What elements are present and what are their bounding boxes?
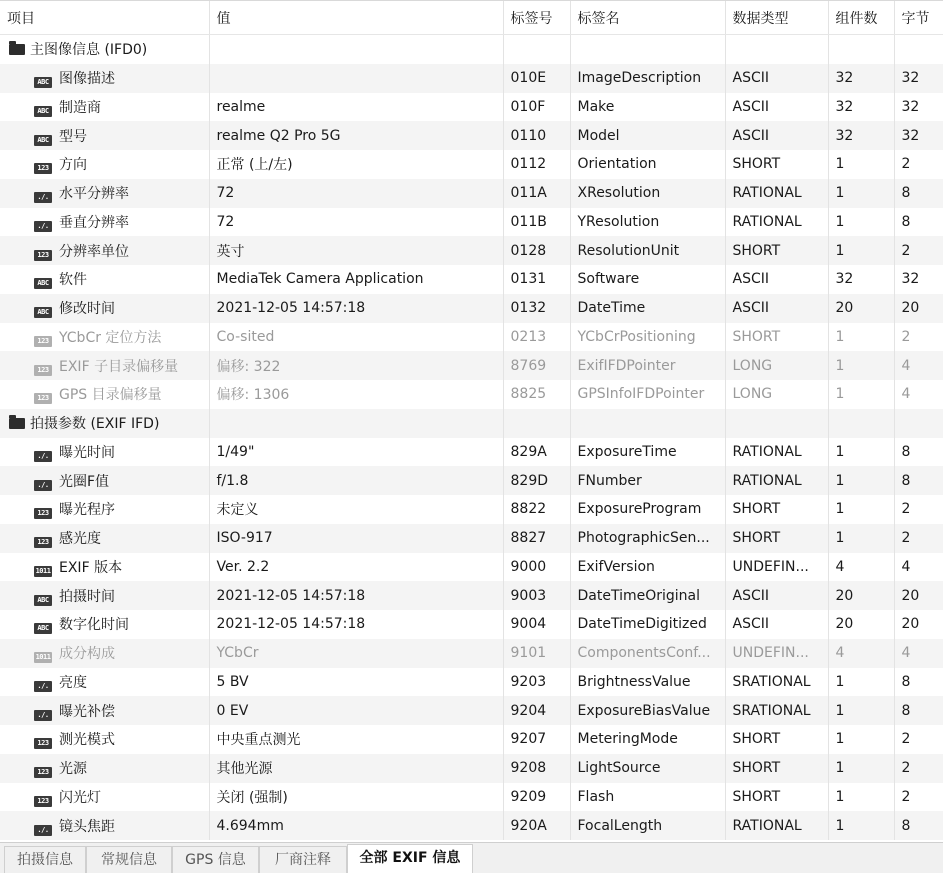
item-name: GPS 目录偏移量 — [59, 387, 162, 404]
column-header-value[interactable]: 值 — [209, 1, 503, 35]
tab-maker-notes[interactable]: 厂商注释 — [259, 846, 347, 873]
value-cell: MediaTek Camera Application — [209, 265, 503, 294]
item-name-cell — [0, 466, 209, 495]
component-count-cell: 1 — [828, 323, 894, 352]
column-header-bytes[interactable]: 字节 — [894, 1, 943, 35]
item-name-cell — [0, 495, 209, 524]
tab-shooting-info[interactable]: 拍摄信息 — [4, 846, 86, 873]
text-type-icon: ABC — [34, 77, 52, 88]
tag-name-cell: DateTimeDigitized — [570, 610, 725, 639]
data-type-cell: SHORT — [725, 725, 828, 754]
text-type-icon: ABC — [34, 595, 52, 606]
tag-number-cell: 011A — [503, 179, 570, 208]
data-type-cell: RATIONAL — [725, 179, 828, 208]
group-title: 主图像信息 (IFD0) — [30, 42, 148, 59]
group-name-cell — [0, 409, 209, 438]
item-name-cell — [0, 610, 209, 639]
component-count-cell: 32 — [828, 93, 894, 122]
group-row[interactable] — [0, 35, 943, 64]
data-type-cell: RATIONAL — [725, 208, 828, 237]
data-type-cell: SRATIONAL — [725, 696, 828, 725]
item-name-cell — [0, 93, 209, 122]
value-cell: 偏移: 1306 — [209, 380, 503, 409]
table-row[interactable] — [0, 581, 943, 610]
value-cell: f/1.8 — [209, 466, 503, 495]
item-name-cell — [0, 696, 209, 725]
tag-name-cell: Flash — [570, 783, 725, 812]
table-row[interactable] — [0, 208, 943, 237]
tag-number-cell: 0110 — [503, 121, 570, 150]
table-row[interactable] — [0, 553, 943, 582]
data-type-cell: SHORT — [725, 495, 828, 524]
number-type-icon: 123 — [34, 393, 52, 404]
item-name-cell — [0, 294, 209, 323]
bytes-cell: 2 — [894, 150, 943, 179]
bytes-cell: 32 — [894, 93, 943, 122]
tag-number-cell: 829D — [503, 466, 570, 495]
value-cell: 0 EV — [209, 696, 503, 725]
data-type-cell: LONG — [725, 351, 828, 380]
tag-name-cell: PhotographicSen... — [570, 524, 725, 553]
tag-name-cell: XResolution — [570, 179, 725, 208]
text-type-icon: ABC — [34, 106, 52, 117]
tag-number-cell: 0128 — [503, 236, 570, 265]
item-name-cell — [0, 179, 209, 208]
data-type-cell: RATIONAL — [725, 438, 828, 467]
item-name: 图像描述 — [59, 71, 115, 88]
tag-name-cell: BrightnessValue — [570, 668, 725, 697]
bytes-cell: 32 — [894, 121, 943, 150]
tag-number-cell: 9204 — [503, 696, 570, 725]
component-count-cell: 4 — [828, 639, 894, 668]
empty-cell — [894, 35, 943, 64]
bytes-cell: 2 — [894, 323, 943, 352]
tag-name-cell: ExposureBiasValue — [570, 696, 725, 725]
value-cell: 2021-12-05 14:57:18 — [209, 581, 503, 610]
item-name: 镜头焦距 — [59, 818, 115, 835]
bytes-cell: 2 — [894, 524, 943, 553]
item-name-cell — [0, 553, 209, 582]
bytes-cell: 8 — [894, 179, 943, 208]
component-count-cell: 1 — [828, 783, 894, 812]
tag-number-cell: 8825 — [503, 380, 570, 409]
tag-name-cell: ExifIFDPointer — [570, 351, 725, 380]
table-row[interactable] — [0, 639, 943, 668]
component-count-cell: 1 — [828, 668, 894, 697]
column-header-data-type[interactable]: 数据类型 — [725, 1, 828, 35]
rational-type-icon: ./. — [34, 825, 52, 836]
item-name: 曝光程序 — [59, 502, 115, 519]
item-name: 型号 — [59, 128, 87, 145]
value-cell: 4.694mm — [209, 811, 503, 840]
tag-name-cell: Software — [570, 265, 725, 294]
tag-number-cell: 0112 — [503, 150, 570, 179]
number-type-icon: 123 — [34, 767, 52, 778]
item-name: 成分构成 — [59, 646, 115, 663]
tag-number-cell: 010F — [503, 93, 570, 122]
item-name-cell — [0, 639, 209, 668]
text-type-icon: ABC — [34, 623, 52, 634]
tag-name-cell: YCbCrPositioning — [570, 323, 725, 352]
tag-number-cell: 9207 — [503, 725, 570, 754]
item-name: EXIF 版本 — [59, 559, 123, 576]
value-cell: 5 BV — [209, 668, 503, 697]
tag-number-cell: 011B — [503, 208, 570, 237]
tag-name-cell: ExposureProgram — [570, 495, 725, 524]
item-name: 测光模式 — [59, 732, 115, 749]
table-row[interactable] — [0, 179, 943, 208]
tag-name-cell: YResolution — [570, 208, 725, 237]
value-cell: 正常 (上/左) — [209, 150, 503, 179]
component-count-cell: 32 — [828, 64, 894, 93]
tab-gps-info[interactable]: GPS 信息 — [172, 846, 259, 873]
table-row[interactable] — [0, 236, 943, 265]
item-name: 感光度 — [59, 531, 101, 548]
data-type-cell: ASCII — [725, 610, 828, 639]
item-name-cell — [0, 351, 209, 380]
bytes-cell: 8 — [894, 208, 943, 237]
value-cell: 中央重点测光 — [209, 725, 503, 754]
tag-name-cell: GPSInfoIFDPointer — [570, 380, 725, 409]
data-type-cell: RATIONAL — [725, 811, 828, 840]
component-count-cell: 20 — [828, 610, 894, 639]
data-type-cell: UNDEFIN... — [725, 639, 828, 668]
item-name: 数字化时间 — [59, 617, 129, 634]
empty-cell — [209, 409, 503, 438]
item-name-cell — [0, 64, 209, 93]
tag-number-cell: 829A — [503, 438, 570, 467]
empty-cell — [570, 409, 725, 438]
binary-type-icon: 1011 — [35, 653, 51, 662]
item-name: 拍摄时间 — [59, 588, 115, 605]
tag-number-cell: 9203 — [503, 668, 570, 697]
column-header-item[interactable]: 项目 — [0, 1, 209, 35]
item-name: 光圈F值 — [59, 473, 110, 490]
tag-name-cell: ExposureTime — [570, 438, 725, 467]
tab-all-exif-info[interactable]: 全部 EXIF 信息 — [347, 844, 473, 873]
empty-cell — [894, 409, 943, 438]
component-count-cell: 1 — [828, 466, 894, 495]
item-name-cell — [0, 208, 209, 237]
tag-name-cell: ResolutionUnit — [570, 236, 725, 265]
table-row[interactable] — [0, 351, 943, 380]
value-cell: Co-sited — [209, 323, 503, 352]
tag-name-cell: DateTimeOriginal — [570, 581, 725, 610]
binary-type-icon: 1011 — [35, 566, 51, 575]
tag-number-cell: 0132 — [503, 294, 570, 323]
text-type-icon: ABC — [34, 307, 52, 318]
component-count-cell: 1 — [828, 438, 894, 467]
tag-name-cell: FNumber — [570, 466, 725, 495]
value-cell: 未定义 — [209, 495, 503, 524]
bytes-cell: 4 — [894, 351, 943, 380]
data-type-cell: ASCII — [725, 121, 828, 150]
folder-icon — [9, 44, 25, 55]
table-row[interactable] — [0, 811, 943, 840]
component-count-cell: 20 — [828, 581, 894, 610]
group-row[interactable] — [0, 409, 943, 438]
table-row[interactable] — [0, 64, 943, 93]
column-header-component-count[interactable]: 组件数 — [828, 1, 894, 35]
data-type-cell: LONG — [725, 380, 828, 409]
bytes-cell: 20 — [894, 610, 943, 639]
tag-number-cell: 8827 — [503, 524, 570, 553]
table-row[interactable] — [0, 495, 943, 524]
bottom-tab-bar — [0, 842, 943, 873]
table-row[interactable] — [0, 725, 943, 754]
value-cell: 关闭 (强制) — [209, 783, 503, 812]
tag-number-cell: 8822 — [503, 495, 570, 524]
data-type-cell: ASCII — [725, 581, 828, 610]
rational-type-icon: ./. — [34, 480, 52, 491]
table-row[interactable] — [0, 610, 943, 639]
tag-name-cell: DateTime — [570, 294, 725, 323]
bytes-cell: 4 — [894, 553, 943, 582]
rational-type-icon: ./. — [34, 681, 52, 692]
component-count-cell: 1 — [828, 236, 894, 265]
data-type-cell: ASCII — [725, 93, 828, 122]
component-count-cell: 32 — [828, 265, 894, 294]
item-name: 曝光补偿 — [59, 703, 115, 720]
empty-cell — [828, 35, 894, 64]
value-cell: 2021-12-05 14:57:18 — [209, 610, 503, 639]
empty-cell — [503, 409, 570, 438]
table-row[interactable] — [0, 466, 943, 495]
bytes-cell: 20 — [894, 581, 943, 610]
bytes-cell: 8 — [894, 696, 943, 725]
value-cell: YCbCr — [209, 639, 503, 668]
tag-number-cell: 0213 — [503, 323, 570, 352]
table-row[interactable] — [0, 696, 943, 725]
item-name-cell — [0, 725, 209, 754]
tag-number-cell: 0131 — [503, 265, 570, 294]
item-name: 分辨率单位 — [59, 243, 129, 260]
item-name: 闪光灯 — [59, 789, 101, 806]
component-count-cell: 32 — [828, 121, 894, 150]
tag-name-cell: Orientation — [570, 150, 725, 179]
value-cell — [209, 64, 503, 93]
item-name-cell — [0, 323, 209, 352]
value-cell: Ver. 2.2 — [209, 553, 503, 582]
bytes-cell: 8 — [894, 811, 943, 840]
tag-number-cell: 9000 — [503, 553, 570, 582]
value-cell: 2021-12-05 14:57:18 — [209, 294, 503, 323]
tag-number-cell: 9101 — [503, 639, 570, 668]
table-header-row — [0, 1, 943, 35]
bytes-cell: 4 — [894, 639, 943, 668]
data-type-cell: ASCII — [725, 265, 828, 294]
tag-name-cell: ExifVersion — [570, 553, 725, 582]
data-type-cell: SHORT — [725, 754, 828, 783]
item-name-cell — [0, 265, 209, 294]
item-name-cell — [0, 581, 209, 610]
number-type-icon: 123 — [34, 250, 52, 261]
tag-name-cell: LightSource — [570, 754, 725, 783]
component-count-cell: 1 — [828, 380, 894, 409]
tag-number-cell: 920A — [503, 811, 570, 840]
value-cell: 偏移: 322 — [209, 351, 503, 380]
bytes-cell: 32 — [894, 64, 943, 93]
item-name-cell — [0, 783, 209, 812]
item-name: YCbCr 定位方法 — [59, 329, 162, 346]
rational-type-icon: ./. — [34, 451, 52, 462]
tag-name-cell: FocalLength — [570, 811, 725, 840]
rational-type-icon: ./. — [34, 710, 52, 721]
data-type-cell: SHORT — [725, 323, 828, 352]
empty-cell — [725, 409, 828, 438]
number-type-icon: 123 — [34, 336, 52, 347]
table-row[interactable] — [0, 754, 943, 783]
tag-name-cell: MeteringMode — [570, 725, 725, 754]
table-body — [0, 35, 943, 841]
table-row[interactable] — [0, 93, 943, 122]
bytes-cell: 8 — [894, 438, 943, 467]
folder-icon — [9, 418, 25, 429]
number-type-icon: 123 — [34, 508, 52, 519]
data-type-cell: SHORT — [725, 524, 828, 553]
component-count-cell: 20 — [828, 294, 894, 323]
bytes-cell: 4 — [894, 380, 943, 409]
exif-table — [0, 1, 943, 840]
item-name-cell — [0, 438, 209, 467]
value-cell: 1/49" — [209, 438, 503, 467]
bytes-cell: 8 — [894, 466, 943, 495]
table-row[interactable] — [0, 783, 943, 812]
column-header-tag-name[interactable]: 标签名 — [570, 1, 725, 35]
empty-cell — [725, 35, 828, 64]
tab-general-info[interactable]: 常规信息 — [86, 846, 172, 873]
tag-number-cell: 8769 — [503, 351, 570, 380]
value-cell: 英寸 — [209, 236, 503, 265]
table-row[interactable] — [0, 265, 943, 294]
data-type-cell: SHORT — [725, 783, 828, 812]
item-name-cell — [0, 380, 209, 409]
tag-number-cell: 9003 — [503, 581, 570, 610]
tag-number-cell: 010E — [503, 64, 570, 93]
empty-cell — [570, 35, 725, 64]
component-count-cell: 1 — [828, 208, 894, 237]
tag-number-cell: 9208 — [503, 754, 570, 783]
component-count-cell: 1 — [828, 351, 894, 380]
value-cell: realme — [209, 93, 503, 122]
bytes-cell: 2 — [894, 236, 943, 265]
number-type-icon: 123 — [34, 537, 52, 548]
component-count-cell: 1 — [828, 524, 894, 553]
tag-number-cell: 9004 — [503, 610, 570, 639]
table-row[interactable] — [0, 150, 943, 179]
item-name-cell — [0, 524, 209, 553]
item-name: 制造商 — [59, 99, 101, 116]
number-type-icon: 123 — [34, 738, 52, 749]
data-type-cell: SHORT — [725, 150, 828, 179]
item-name-cell — [0, 236, 209, 265]
empty-cell — [503, 35, 570, 64]
item-name: 亮度 — [59, 674, 87, 691]
data-type-cell: SRATIONAL — [725, 668, 828, 697]
component-count-cell: 1 — [828, 754, 894, 783]
tag-name-cell: ComponentsConf... — [570, 639, 725, 668]
table-row[interactable] — [0, 438, 943, 467]
group-name-cell — [0, 35, 209, 64]
component-count-cell: 1 — [828, 179, 894, 208]
component-count-cell: 1 — [828, 696, 894, 725]
value-cell: realme Q2 Pro 5G — [209, 121, 503, 150]
bytes-cell: 2 — [894, 783, 943, 812]
column-header-tag-number[interactable]: 标签号 — [503, 1, 570, 35]
tag-name-cell: Make — [570, 93, 725, 122]
item-name: 方向 — [59, 157, 87, 174]
item-name: 曝光时间 — [59, 444, 115, 461]
data-type-cell: UNDEFIN... — [725, 553, 828, 582]
item-name: 水平分辨率 — [59, 186, 129, 203]
number-type-icon: 123 — [34, 163, 52, 174]
component-count-cell: 4 — [828, 553, 894, 582]
item-name: EXIF 子目录偏移量 — [59, 358, 179, 375]
bytes-cell: 32 — [894, 265, 943, 294]
bytes-cell: 2 — [894, 754, 943, 783]
item-name-cell — [0, 668, 209, 697]
table-row[interactable] — [0, 380, 943, 409]
item-name: 修改时间 — [59, 301, 115, 318]
tag-name-cell: Model — [570, 121, 725, 150]
value-cell: 72 — [209, 179, 503, 208]
component-count-cell: 1 — [828, 150, 894, 179]
component-count-cell: 1 — [828, 495, 894, 524]
item-name-cell — [0, 121, 209, 150]
bytes-cell: 2 — [894, 725, 943, 754]
group-title: 拍摄参数 (EXIF IFD) — [30, 416, 160, 433]
rational-type-icon: ./. — [34, 221, 52, 232]
bytes-cell: 2 — [894, 495, 943, 524]
bytes-cell: 8 — [894, 668, 943, 697]
text-type-icon: ABC — [34, 278, 52, 289]
empty-cell — [828, 409, 894, 438]
data-type-cell: RATIONAL — [725, 466, 828, 495]
table-row[interactable] — [0, 294, 943, 323]
bytes-cell: 20 — [894, 294, 943, 323]
item-name: 光源 — [59, 761, 87, 778]
tag-number-cell: 9209 — [503, 783, 570, 812]
table-row[interactable] — [0, 121, 943, 150]
value-cell: 其他光源 — [209, 754, 503, 783]
text-type-icon: ABC — [34, 135, 52, 146]
component-count-cell: 1 — [828, 811, 894, 840]
data-type-cell: SHORT — [725, 236, 828, 265]
value-cell: ISO-917 — [209, 524, 503, 553]
item-name-cell — [0, 811, 209, 840]
component-count-cell: 1 — [828, 725, 894, 754]
item-name: 垂直分辨率 — [59, 214, 129, 231]
rational-type-icon: ./. — [34, 192, 52, 203]
data-type-cell: ASCII — [725, 64, 828, 93]
item-name-cell — [0, 150, 209, 179]
tag-name-cell: ImageDescription — [570, 64, 725, 93]
value-cell: 72 — [209, 208, 503, 237]
number-type-icon: 123 — [34, 796, 52, 807]
data-type-cell: ASCII — [725, 294, 828, 323]
item-name: 软件 — [59, 272, 87, 289]
table-row[interactable] — [0, 323, 943, 352]
table-row[interactable] — [0, 524, 943, 553]
number-type-icon: 123 — [34, 365, 52, 376]
empty-cell — [209, 35, 503, 64]
table-row[interactable] — [0, 668, 943, 697]
item-name-cell — [0, 754, 209, 783]
